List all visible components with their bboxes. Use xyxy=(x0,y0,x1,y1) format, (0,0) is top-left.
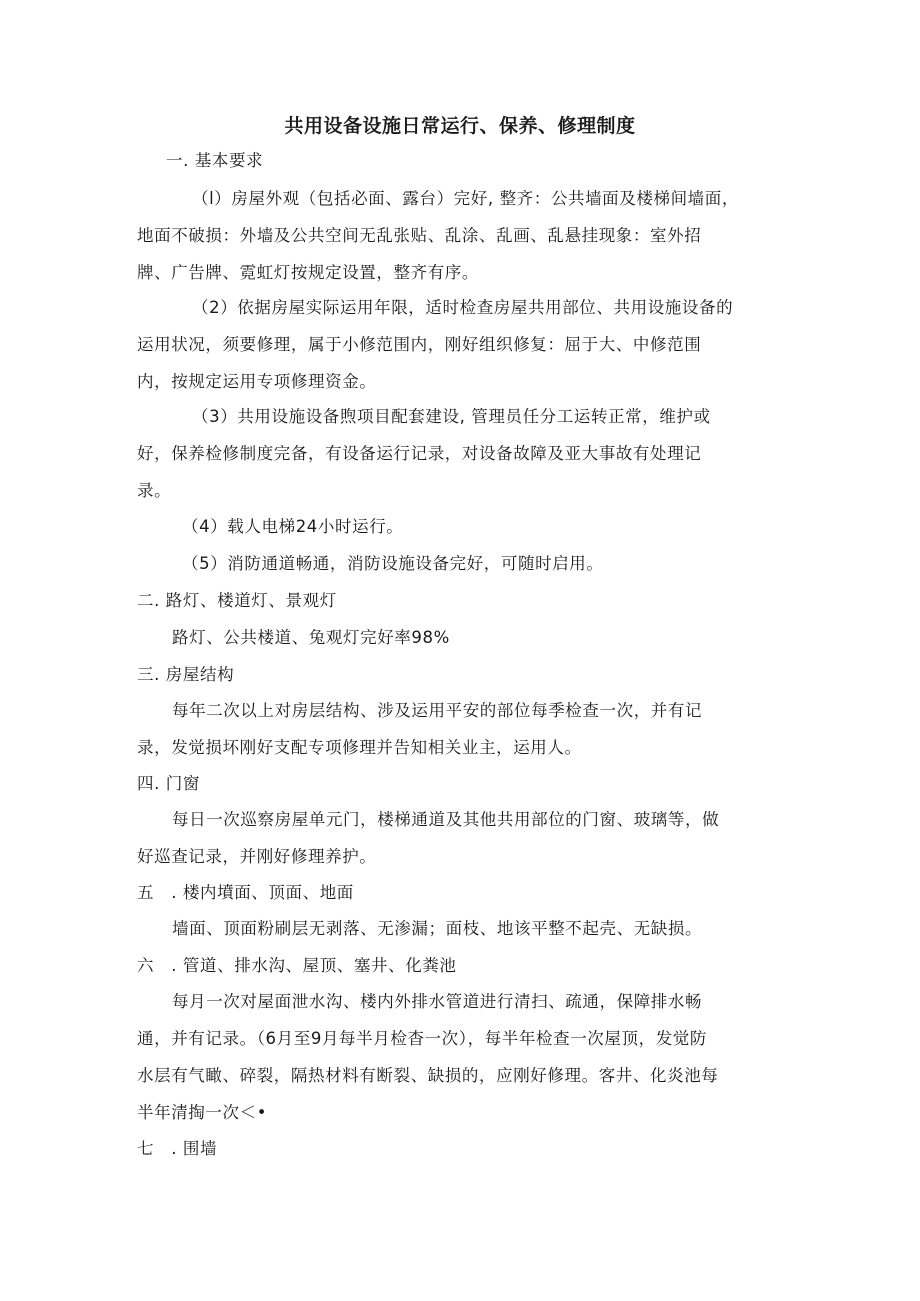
paragraph-line: 每年二次以上对房层结构、涉及运用平安的部位每季检查一次，并有记 xyxy=(172,701,703,720)
paragraph-line: 运用状况，须要修理，属于小修范围内，刚好组织修复：屈于大、中修范围 xyxy=(137,335,702,354)
paragraph-line: 每月一次对屋面泄水沟、楼内外排水管道进行清扫、疏通，保障排水畅 xyxy=(172,992,703,1011)
section-heading-7: 七 . 围墙 xyxy=(137,1139,218,1158)
section-heading-1: 一. 基本要求 xyxy=(166,151,264,170)
paragraph-line: 水层有气瞰、碎裂，隔热材料有断裂、缺损的，应刚好修理。客井、化炎池每 xyxy=(137,1066,719,1085)
section-heading-3: 三. 房屋结构 xyxy=(137,665,235,684)
paragraph-line: 墙面、顶面粉刷层无剥落、无渗漏；面枝、地该平整不起壳、无缺损。 xyxy=(172,919,703,938)
paragraph-line: 牌、广告牌、霓虹灯按规定设置，整齐有序。 xyxy=(137,263,479,282)
paragraph-line: 路灯、公共楼道、兔观灯完好率98% xyxy=(172,628,450,647)
paragraph-line: （5）消防通道畅通，消防设施设备完好，可随时启用。 xyxy=(182,554,604,573)
paragraph-line: 内，按规定运用专项修理资金。 xyxy=(137,372,377,391)
paragraph-line: 录。 xyxy=(137,481,172,500)
document-title: 共用设备设施日常运行、保养、修理制度 xyxy=(284,115,636,137)
section-heading-4: 四. 门窗 xyxy=(137,774,200,793)
section-heading-6: 六 . 管道、排水沟、屋顶、塞井、化粪池 xyxy=(137,956,457,975)
paragraph-line: 每日一次巡察房屋单元门，楼梯通道及其他共用部位的门窗、玻璃等，做 xyxy=(172,810,720,829)
paragraph-line: 半年清掏一次＜• xyxy=(137,1103,268,1122)
paragraph-line: 录，发觉损坏刚好支配专项修理并告知相关业主，运用人。 xyxy=(137,738,582,757)
paragraph-line: 好，保养检修制度完备，有设备运行记录，对设备故障及亚大事故有处理记 xyxy=(137,444,702,463)
section-heading-2: 二. 路灯、楼道灯、景观灯 xyxy=(137,591,337,610)
section-heading-5: 五 . 楼内墳面、顶面、地面 xyxy=(137,883,354,902)
paragraph-line: 好巡查记录，并刚好修理养护。 xyxy=(137,847,377,866)
paragraph-line: （l）房屋外观（包括必面、露台）完好, 整齐：公共墙面及楼梯间墙面， xyxy=(192,189,739,208)
paragraph-line: 通，并有记录。（6月至9月每半月检杳一次），每半年检查一次屋顶，发觉防 xyxy=(137,1029,707,1048)
paragraph-line: （2）依据房屋实际运用年限，适时检查房屋共用部位、共用设施设备的 xyxy=(192,298,734,317)
paragraph-line: （4）载人电梯24小时运行。 xyxy=(182,517,404,536)
paragraph-line: （3）共用设施设备煦项目配套建设, 管理员任分工运转正常，维护或 xyxy=(192,407,711,426)
paragraph-line: 地面不破损：外墙及公共空间无乱张贴、乱涂、乱画、乱悬挂现象：室外招 xyxy=(137,226,702,245)
